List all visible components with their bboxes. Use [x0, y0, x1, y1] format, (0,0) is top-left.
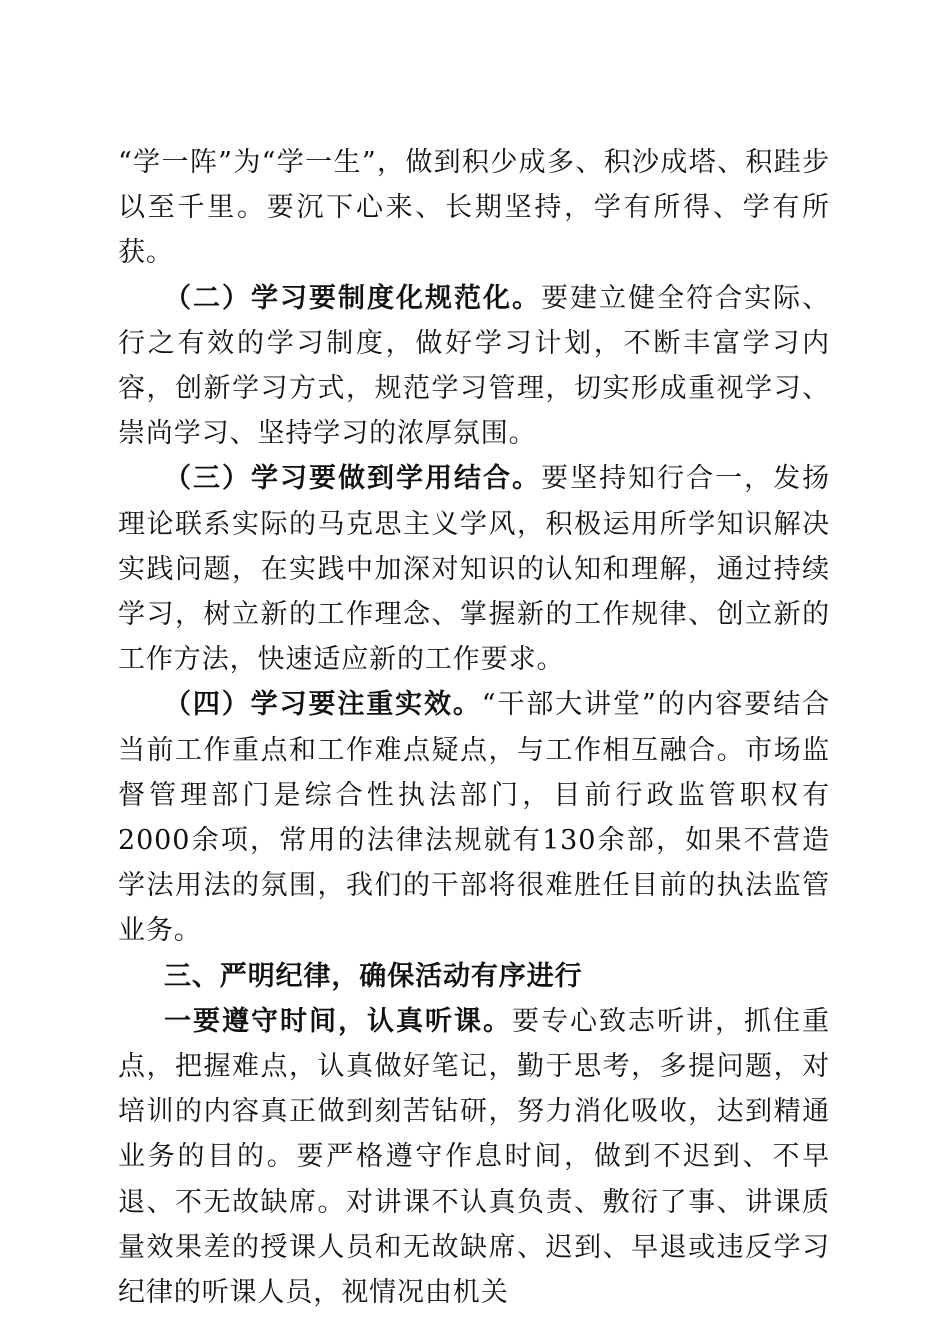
paragraph-lead: （二）学习要制度化规范化。 [164, 282, 542, 314]
paragraph-institutionalize-learning [118, 276, 830, 457]
paragraph-lead: 一要遵守时间，认真听课。 [164, 1005, 513, 1037]
paragraph-body: “干部大讲堂”的内容要结合当前工作重点和工作难点疑点，与工作相互融合。市场监督管理部门是综合性执法部门，目前行政监管职权有2000余项，常用的法律法规就有130余部，如果不营造学法用法的氛围，我们的干部将很难胜任目前的执法监管业务。 [118, 689, 830, 947]
paragraph-body: 要建立健全符合实际、行之有效的学习制度，做好学习计划，不断丰富学习内容，创新学习方式，规范学习管理，切实形成重视学习、崇尚学习、坚持学习的浓厚氛围。 [118, 282, 831, 450]
paragraph-body: 要坚持知行合一，发扬理论联系实际的马克思主义学风，积极运用所学知识解决实践问题，在实践中加深对知识的认知和理解，通过持续学习，树立新的工作理念、掌握新的工作规律、创立新的工作方法，快速适应新的工作要求。 [118, 463, 831, 676]
document-page [118, 140, 830, 1315]
paragraph-lead: （三）学习要做到学用结合。 [164, 463, 542, 495]
paragraph-combine-learning-practice [118, 456, 830, 682]
section-heading: 三、严明纪律，确保活动有序进行 [164, 960, 583, 992]
paragraph-lead: （四）学习要注重实效。 [164, 689, 482, 721]
paragraph-observe-time [118, 999, 830, 1315]
paragraph-body: 要专心致志听讲，抓住重点，把握难点，认真做好笔记，勤于思考，多提问题，对培训的内容真正做到刻苦钻研，努力消化吸收，达到精通业务的目的。要严格遵守作息时间，做到不迟到、不早退、不无故缺席。对讲课不认真负责、敷衍了事、讲课质量效果差的授课人员和无故缺席、迟到、早退或违反学习纪律的听课人员，视情况由机关 [118, 1005, 830, 1309]
paragraph-continuation: “学一阵”为“学一生”，做到积少成多、积沙成塔、积跬步以至千里。要沉下心来、长期坚持，学有所得、学有所获。 [118, 147, 830, 269]
paragraph-practical-results [118, 682, 830, 953]
